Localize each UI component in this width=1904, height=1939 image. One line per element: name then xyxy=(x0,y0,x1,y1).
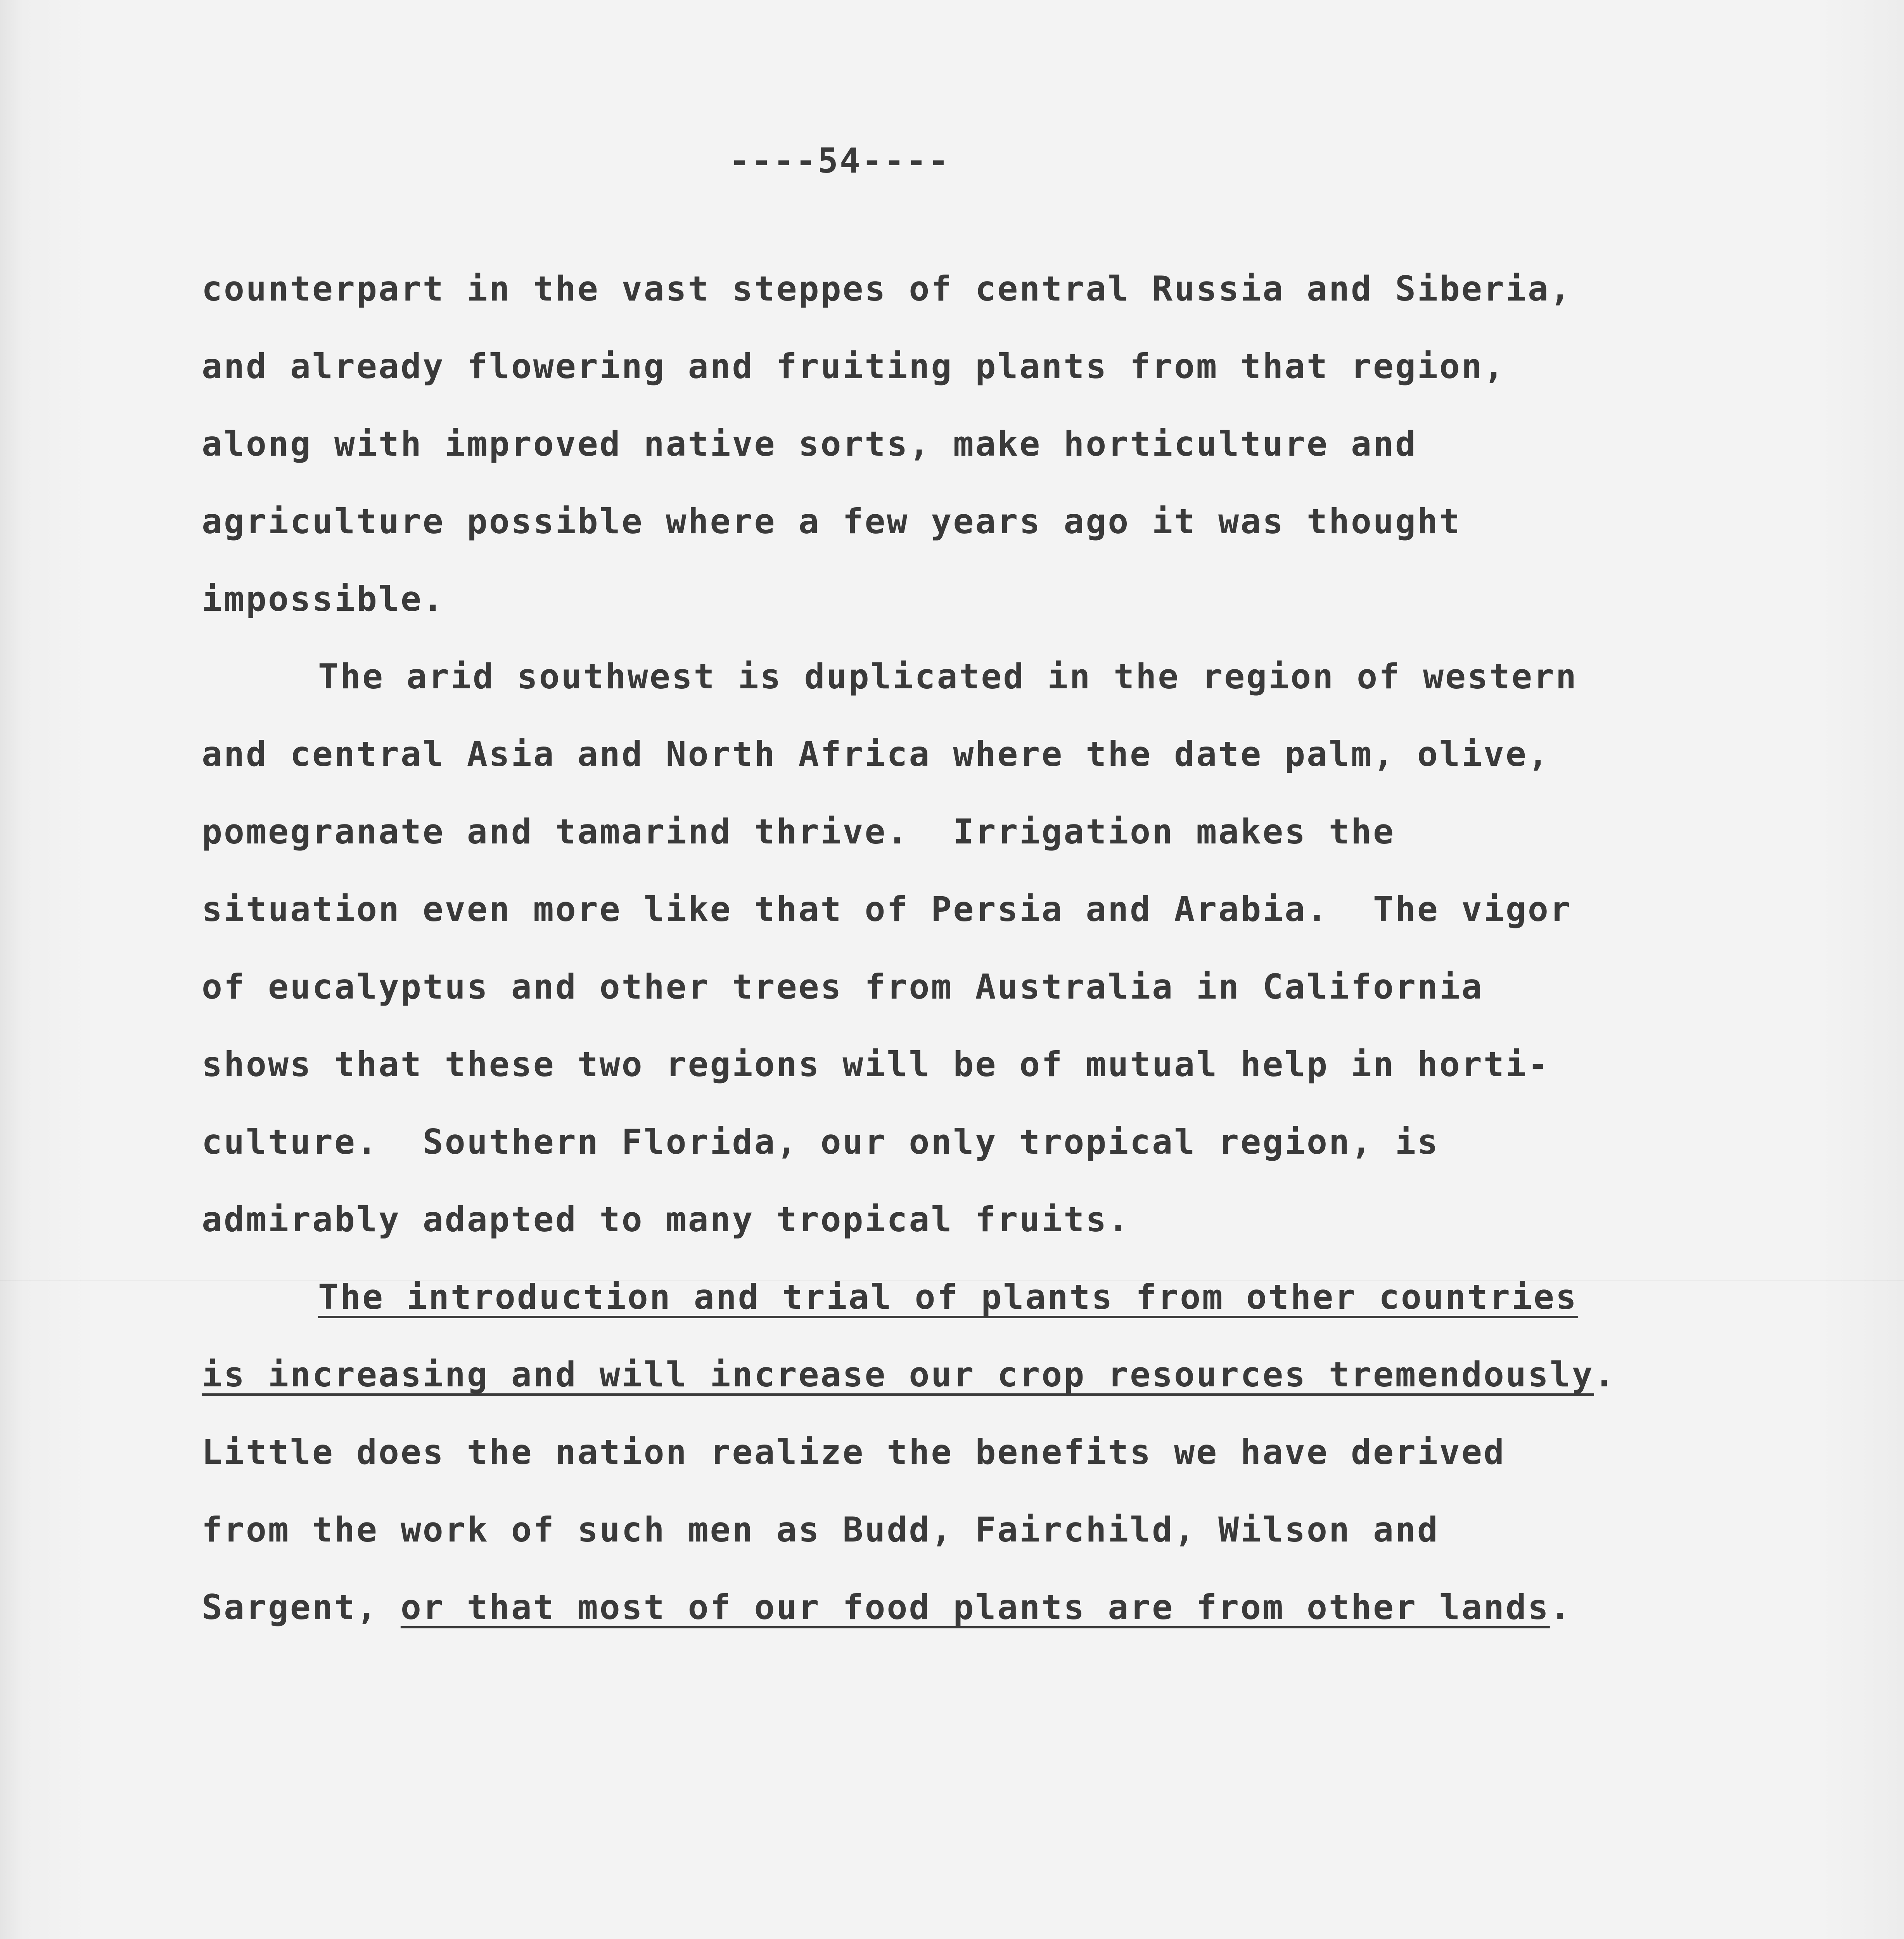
text-segment: of eucalyptus and other trees from Australia in California xyxy=(202,967,1484,1007)
text-segment: situation even more like that of Persia and Arabia. The vigor xyxy=(202,889,1572,929)
text-line xyxy=(318,1276,1578,1319)
text-line xyxy=(202,1509,1439,1551)
text-segment: culture. Southern Florida, our only tropical region, is xyxy=(202,1122,1439,1162)
text-line xyxy=(202,345,1506,388)
text-line xyxy=(318,655,1578,698)
text-segment: and already flowering and fruiting plants from that region, xyxy=(202,346,1506,386)
underlined-text-segment: The introduction and trial of plants from other countries xyxy=(318,1277,1578,1317)
text-segment: along with improved native sorts, make horticulture and xyxy=(202,424,1417,464)
text-line xyxy=(202,966,1484,1008)
text-line xyxy=(202,1353,1616,1396)
text-segment: counterpart in the vast steppes of central Russia and Siberia, xyxy=(202,269,1572,309)
text-segment: Little does the nation realize the benefits we have derived xyxy=(202,1432,1506,1472)
text-segment: and central Asia and North Africa where the date palm, olive, xyxy=(202,734,1550,774)
text-line xyxy=(202,1198,1130,1241)
text-segment: The arid southwest is duplicated in the region of western xyxy=(318,657,1578,696)
page-number: ----54---- xyxy=(729,141,950,181)
text-segment: agriculture possible where a few years ago it was thought xyxy=(202,501,1461,541)
text-line xyxy=(202,1043,1550,1086)
text-line xyxy=(202,888,1572,931)
text-segment: from the work of such men as Budd, Fairchild, Wilson and xyxy=(202,1510,1439,1550)
text-segment: shows that these two regions will be of mutual help in horti- xyxy=(202,1044,1550,1084)
underlined-text-segment: or that most of our food plants are from other lands xyxy=(400,1587,1550,1627)
text-line xyxy=(202,733,1550,776)
text-line xyxy=(202,578,445,620)
text-segment: impossible. xyxy=(202,579,445,619)
text-line xyxy=(202,268,1572,310)
text-segment: admirably adapted to many tropical fruits. xyxy=(202,1199,1130,1239)
text-line xyxy=(202,1586,1572,1629)
text-segment: . xyxy=(1594,1355,1616,1395)
text-line xyxy=(202,500,1461,543)
text-line xyxy=(202,1431,1506,1474)
text-segment: Sargent, xyxy=(202,1587,401,1627)
underlined-text-segment: is increasing and will increase our crop resources tremendously xyxy=(202,1355,1594,1395)
text-line xyxy=(202,1121,1439,1163)
text-segment: pomegranate and tamarind thrive. Irrigation makes the xyxy=(202,812,1395,852)
text-line xyxy=(202,423,1417,465)
text-segment: . xyxy=(1549,1587,1572,1627)
text-line xyxy=(202,811,1395,853)
